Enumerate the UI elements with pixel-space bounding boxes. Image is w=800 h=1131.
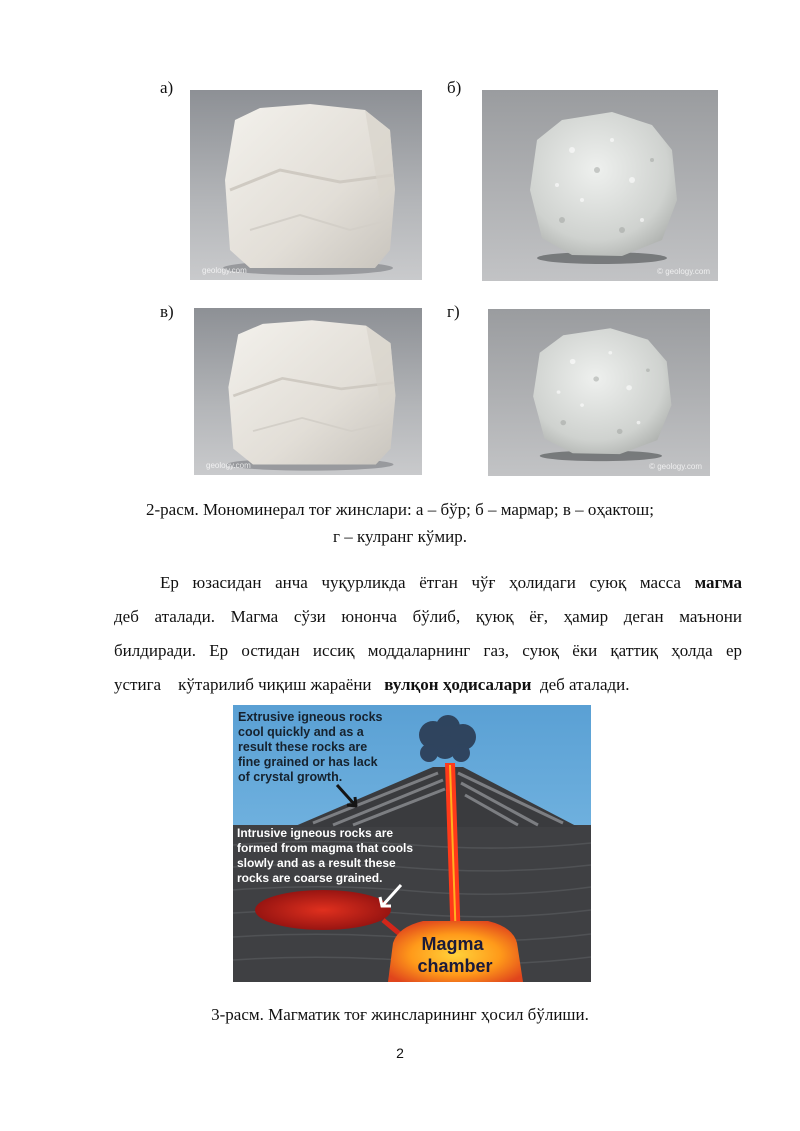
page-number: 2: [396, 1045, 404, 1061]
figure2-caption-line1: 2-расм. Мономинерал тоғ жинслари: а – бўр; б – мармар; в – оҳактош;: [146, 500, 654, 519]
photo-watermark: © geology.com: [649, 462, 702, 471]
term-volcanic-phenomena: вулқон ҳодисалари: [384, 675, 532, 694]
intrusive-label: Intrusive igneous rocks are formed from magma that cools slowly and as a result these rocks are coarse grained.: [237, 826, 414, 885]
panel-label-d: г): [447, 302, 460, 321]
paragraph-line-1: Ер юзасидан анча чуқурликда ётган чўғ ҳолидаги суюқ масса магма: [160, 573, 742, 592]
magma-chamber-label: Magma chamber: [417, 934, 493, 976]
limestone-photo: [194, 308, 422, 475]
extrusive-label: Extrusive igneous rocks cool quickly and as a result these rocks are fine grained or has lack of crystal growth.: [238, 710, 383, 784]
figure2-caption-line2: г – кулранг кўмир.: [333, 527, 467, 546]
panel-label-b: б): [447, 78, 462, 97]
panel-label-a: а): [160, 78, 174, 97]
body-paragraph: [114, 566, 742, 702]
photo-watermark: geology.com: [202, 266, 247, 275]
figure3-caption: 3-расм. Магматик тоғ жинсларининг ҳосил бўлиши.: [211, 1005, 589, 1024]
paragraph-line-4: устига кўтарилиб чиқиш жараёни вулқон ҳодисалари деб аталади.: [114, 675, 630, 694]
volcano-diagram: [233, 705, 591, 982]
term-magma: магма: [694, 573, 742, 592]
photo-watermark: geology.com: [206, 461, 251, 470]
paragraph-line-3: билдиради. Ер остидан иссиқ моддаларнинг газ, суюқ ёки қаттиқ ҳолда ер: [114, 641, 742, 660]
photo-watermark: © geology.com: [657, 267, 710, 276]
coal-photo: [488, 309, 710, 476]
chalk-photo: [190, 90, 422, 280]
marble-photo: [482, 90, 718, 281]
panel-label-c: в): [160, 302, 174, 321]
paragraph-line-2: деб аталади. Магма сўзи юнонча бўлиб, қуюқ ёғ, ҳамир деган маънони: [114, 607, 742, 626]
